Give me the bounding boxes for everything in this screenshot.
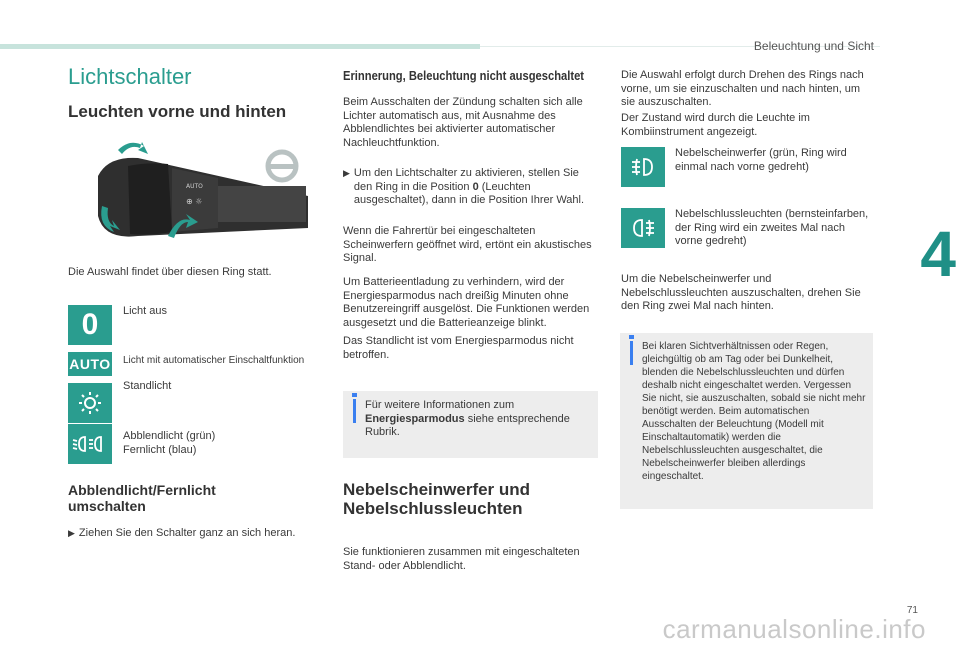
info-bar [630,341,633,365]
position-auto-label: Licht mit automatischer Einschaltfunktion [123,355,305,366]
info-box-energy [343,391,598,458]
beam-switch-heading: Abblendlicht/Fernlicht umschalten [68,482,216,514]
fog-paragraph: Sie funktionieren zusammen mit eingeschalteten Stand- oder Abblendlicht. [343,546,580,572]
front-fog-label: Nebelscheinwerfer (grün, Ring wird einmal nach vorne gedreht) [675,147,847,173]
reminder-paragraph: Beim Ausschalten der Zündung schalten sich alle Lichter automatisch aus, mit Ausnahme des Abblendlichtes bei aktivierter automatischer Nachleuchtfunktion. [343,96,583,149]
watermark: carmanualsonline.info [662,614,926,644]
info-icon [629,335,634,339]
position-parking-label: Standlicht [123,380,172,392]
parking-light-note: Das Standlicht ist vom Energiesparmodus nicht betroffen. [343,335,574,361]
header-accent-bar [0,44,480,49]
svg-text:⊕ ☼: ⊕ ☼ [186,197,203,206]
section-title: Leuchten vorne und hinten [68,102,287,121]
high-beam-label: Fernlicht (blau) [123,443,197,456]
battery-saving-text: Um Batterieentladung zu verhindern, wird der Energiesparmodus nach dreißig Minuten ohne Benutzereingriff ausgelöst. Die Funktionen werden ausgesetzt und die Batterieanzeige blinkt. [343,276,590,329]
light-switch-stalk-illustration [68,136,316,248]
low-high-beam-icon [68,424,112,464]
beam-step: ▶ Ziehen Sie den Schalter ganz an sich heran. [68,527,296,539]
info-bar [353,399,356,423]
door-warning-text: Wenn die Fahrertür bei eingeschalteten Scheinwerfern geöffnet wird, ertönt ein akustisches Signal. [343,225,592,264]
svg-text:AUTO: AUTO [186,183,203,190]
rear-fog-label: Nebelschlussleuchten (bernsteinfarben, der Ring wird ein zweites Mal nach vorne gedreht) [675,208,869,247]
chapter-number: 4 [920,218,956,290]
ring-selection-text: Die Auswahl erfolgt durch Drehen des Rings nach vorne, um sie einzuschalten und nach hinten, um sie auszuschalten. [621,69,864,108]
info-icon [352,393,357,397]
low-beam-label: Abblendlicht (grün) [123,430,216,442]
reminder-heading: Erinnerung, Beleuchtung nicht ausgeschaltet [343,68,585,83]
fog-heading: Nebelscheinwerfer und Nebelschlussleuchten [343,480,531,518]
position-off-icon: 0 [68,305,112,345]
ring-note: Die Auswahl findet über diesen Ring statt. [68,266,272,278]
page-title: Lichtschalter [68,64,192,89]
fog-note-text: Bei klaren Sichtverhältnissen oder Regen, gleichgültig ob am Tag oder bei Dunkelheit, blenden die Nebelschlussleuchten und dürfen deshalb nicht eingeschaltet werden. Vergessen Sie nicht, sie auszuschalten, sobald sie nicht mehr benötigt werden. Beim automatischen Ausschalten der Beleuchtung (Modell mit Einschaltautomatik) werden die Nebelschlussleuchten ausgeschaltet, die Nebelscheinwerfer bleiben allerdings eingeschaltet. [642,341,866,482]
running-title: Beleuchtung und Sicht [753,39,874,53]
arrow-icon: ▶ [343,168,350,178]
page-number: 71 [906,605,918,616]
energy-info-text: Für weitere Informationen zum Energiesparmodus siehe entsprechende Rubrik. [365,399,570,438]
parking-light-icon [68,383,112,423]
arrow-icon: ▶ [68,528,75,538]
rear-fog-light-icon [621,208,665,248]
position-off-label: Licht aus [123,305,168,317]
indicator-text: Der Zustand wird durch die Leuchte im Kombiinstrument angezeigt. [621,112,810,138]
position-beam-label [123,430,215,457]
activation-step: ▶ Um den Lichtschalter zu aktivieren, stellen Sie den Ring in die Position 0 (Leuchten ausgeschaltet), dann in die Position Ihrer Wahl. [343,167,585,206]
info-box-fog [620,333,873,509]
fog-off-text: Um die Nebelscheinwerfer und Nebelschlussleuchten auszuschalten, drehen Sie den Ring zwei Mal nach hinten. [621,273,861,312]
front-fog-light-icon [621,147,665,187]
position-auto-icon: AUTO [68,352,112,376]
